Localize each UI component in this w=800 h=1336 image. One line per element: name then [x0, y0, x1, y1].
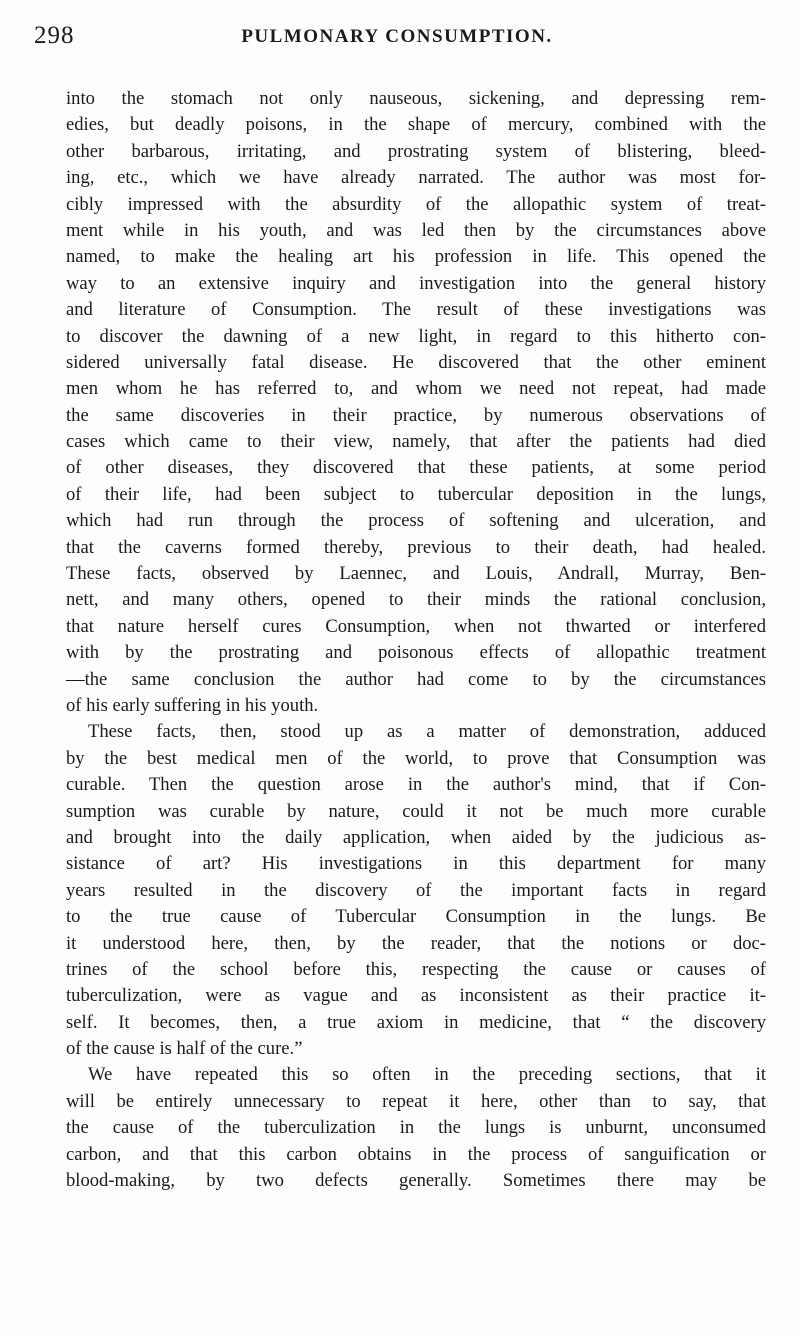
text-line: into the stomach not only nauseous, sickening, and depressing rem-	[66, 88, 766, 109]
text-line: by the best medical men of the world, to prove that Consumption was	[66, 747, 766, 769]
text-line: years resulted in the discovery of the important facts in regard	[66, 879, 766, 901]
text-line: edies, but deadly poisons, in the shape of mercury, combined with the	[66, 114, 766, 136]
text-line: sistance of art? His investigations in this department for many	[66, 853, 766, 875]
text-line: other barbarous, irritating, and prostrating system of blistering, bleed-	[66, 140, 766, 162]
text-line: cases which came to their view, namely, that after the patients had died	[66, 431, 766, 453]
text-line: and literature of Consumption. The result of these investigations was	[66, 299, 766, 321]
text-line: self. It becomes, then, a true axiom in medicine, that “ the discovery	[66, 1011, 766, 1033]
text-line: the same discoveries in their practice, by numerous observations of	[66, 404, 766, 426]
text-line: way to an extensive inquiry and investigation into the general history	[66, 272, 766, 294]
text-line: trines of the school before this, respecting the cause or causes of	[66, 958, 766, 980]
text-line: sumption was curable by nature, could it not be much more curable	[66, 800, 766, 822]
running-title: PULMONARY CONSUMPTION.	[241, 26, 553, 47]
text-line: it understood here, then, by the reader, that the notions or doc-	[66, 932, 766, 954]
text-line: carbon, and that this carbon obtains in the process of sanguification or	[66, 1143, 766, 1165]
paragraph-end-line: of the cause is half of the cure.”	[66, 1038, 303, 1060]
text-line: the cause of the tuberculization in the lungs is unburnt, unconsumed	[66, 1117, 766, 1139]
text-line: cibly impressed with the absurdity of the allopathic system of treat-	[66, 193, 766, 215]
paragraph-end-line: of his early suffering in his youth.	[66, 694, 319, 716]
running-header	[34, 22, 720, 58]
text-line: tuberculization, were as vague and as inconsistent as their practice it-	[66, 985, 766, 1007]
text-line: ing, etc., which we have already narrated. The author was most for-	[66, 167, 766, 189]
text-line: that the caverns formed thereby, previous to their death, had healed.	[66, 536, 766, 558]
body-text	[66, 86, 766, 1194]
text-line: that nature herself cures Consumption, when not thwarted or interfered	[66, 615, 766, 637]
text-line: and brought into the daily application, when aided by the judicious as-	[66, 826, 766, 848]
text-line: to discover the dawning of a new light, in regard to this hitherto con-	[66, 325, 766, 347]
text-line: —the same conclusion the author had come to by the circumstances	[66, 668, 766, 690]
paragraph-start-line: These facts, then, stood up as a matter of demonstration, adduced	[88, 721, 766, 743]
paragraph-start-line: We have repeated this so often in the preceding sections, that it	[88, 1064, 766, 1086]
text-line: of their life, had been subject to tubercular deposition in the lungs,	[66, 483, 766, 505]
page-number: 298	[34, 22, 75, 49]
text-line: with by the prostrating and poisonous effects of allopathic treatment	[66, 642, 766, 664]
text-line: These facts, observed by Laennec, and Louis, Andrall, Murray, Ben-	[66, 563, 766, 585]
text-line: to the true cause of Tubercular Consumption in the lungs. Be	[66, 906, 766, 928]
text-line: which had run through the process of softening and ulceration, and	[66, 510, 766, 532]
text-line: nett, and many others, opened to their minds the rational conclusion,	[66, 589, 766, 611]
text-line: named, to make the healing art his profession in life. This opened the	[66, 246, 766, 268]
text-line: of other diseases, they discovered that these patients, at some period	[66, 457, 766, 479]
text-line: sidered universally fatal disease. He discovered that the other eminent	[66, 351, 766, 373]
text-line: men whom he has referred to, and whom we need not repeat, had made	[66, 378, 766, 400]
text-line: curable. Then the question arose in the author's mind, that if Con-	[66, 774, 766, 796]
text-line: will be entirely unnecessary to repeat it here, other than to say, that	[66, 1090, 766, 1112]
text-line: ment while in his youth, and was led then by the circumstances above	[66, 219, 766, 241]
text-line: blood-making, by two defects generally. Sometimes there may be	[66, 1170, 766, 1192]
